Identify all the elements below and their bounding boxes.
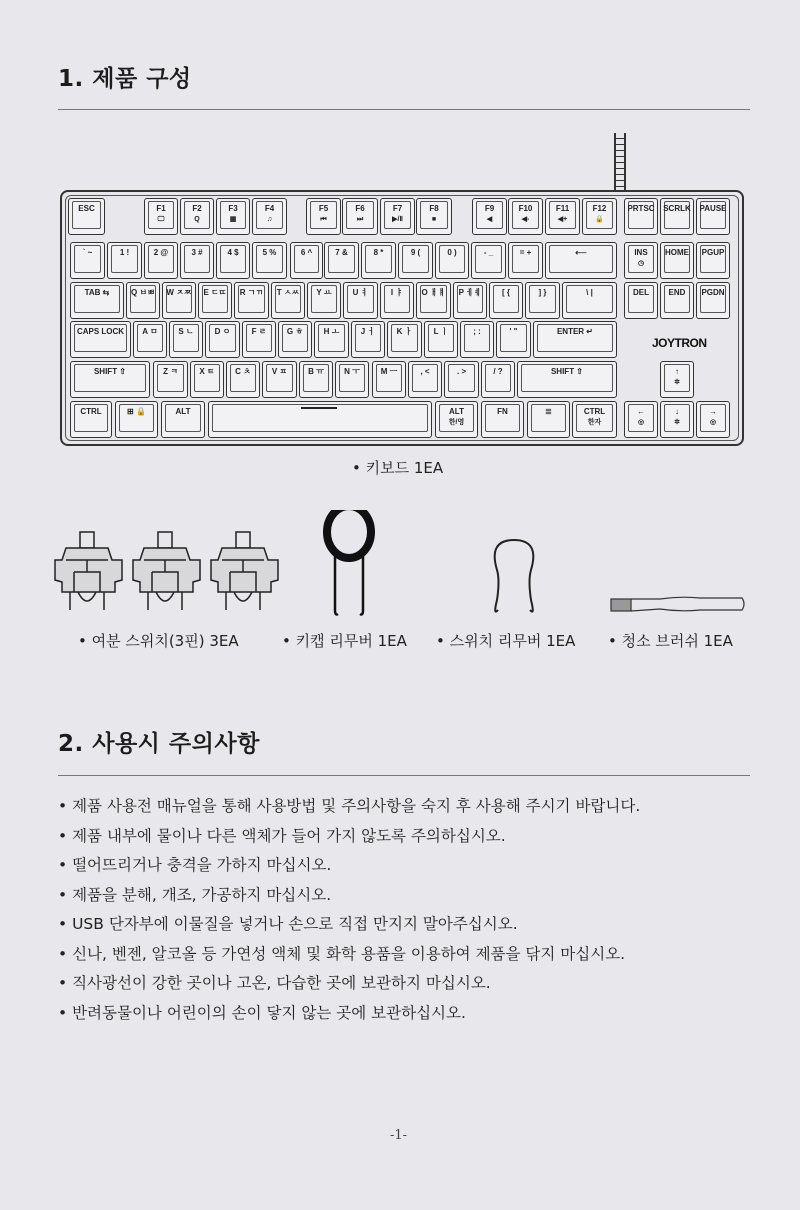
key-m [372, 361, 406, 398]
key-label: ↑ [675, 367, 679, 376]
spare-switches-illustration [55, 532, 278, 610]
key-sublabel: ✲ [674, 379, 680, 386]
key-label: [ { [502, 288, 510, 297]
key-pgdn [696, 282, 730, 319]
key- [408, 361, 442, 398]
key-label: S ㄴ [178, 327, 194, 336]
key- [444, 361, 479, 398]
key-e [198, 282, 232, 319]
key-sublabel: ◀ [486, 216, 493, 223]
key-pause [696, 198, 730, 235]
key-f7 [380, 198, 415, 235]
key-g [278, 321, 312, 358]
key-label: K ㅏ [396, 327, 413, 336]
key-label: 1 ! [119, 248, 130, 257]
key-sublabel: Q [194, 216, 200, 223]
key-f4 [252, 198, 287, 235]
key-3 [180, 242, 214, 279]
key-label: 0 ) [447, 248, 457, 257]
key-label: . > [456, 367, 467, 376]
key-label: SHIFT ⇧ [550, 367, 584, 376]
key-sublabel: ⏭ [356, 216, 364, 223]
key-fn [481, 401, 524, 438]
key-label: - _ [483, 248, 494, 257]
key-tab [70, 282, 124, 319]
keyboard-caption: • 키보드 1EA [352, 459, 444, 477]
key-label: ; : [473, 327, 481, 336]
usb-cable-illustration [614, 133, 626, 191]
key-label: 4 $ [227, 248, 239, 257]
key-f10 [508, 198, 543, 235]
key-label: FN [497, 407, 508, 416]
key-end [660, 282, 694, 319]
key-label: B ㅠ [308, 367, 324, 376]
key- [115, 401, 158, 438]
key-label: PGUP [701, 248, 725, 257]
key-sublabel: ♫ [266, 216, 273, 223]
section2-title: 2. 사용시 주의사항 [58, 731, 260, 757]
key-label: → [709, 407, 717, 416]
key-label: CAPS LOCK [76, 327, 125, 336]
key- [460, 321, 494, 358]
key-label: PRTSC [627, 204, 655, 213]
key- [525, 282, 560, 319]
key-label: 2 @ [153, 248, 169, 257]
key-k [387, 321, 422, 358]
key-label: PAUSE [699, 204, 727, 213]
key-f12 [582, 198, 617, 235]
key-2 [144, 242, 178, 279]
accessory-label-switch-remover: • 스위치 리무버 1EA [436, 632, 576, 650]
key-label: F1 [156, 204, 166, 213]
key- [508, 242, 543, 279]
key-label: 9 ( [410, 248, 421, 257]
key-prtsc [624, 198, 658, 235]
key-label: ≣ [545, 407, 552, 416]
key-l [424, 321, 458, 358]
key-caps-lock [70, 321, 131, 358]
key-label: ' " [509, 327, 518, 336]
caution-item: • 직사광선이 강한 곳이나 고온, 다습한 곳에 보관하지 마십시오. [58, 974, 491, 992]
key-p [453, 282, 487, 319]
key-f3 [216, 198, 250, 235]
key-q [126, 282, 160, 319]
caution-item: • USB 단자부에 이물질을 넣거나 손으로 직접 만지지 말아주십시오. [58, 915, 518, 933]
key-label: V ㅍ [271, 367, 288, 376]
key-label: F5 [318, 204, 329, 213]
key-c [226, 361, 260, 398]
key-sublabel: ■ [431, 216, 437, 223]
key-label: INS [634, 248, 648, 257]
key-f [242, 321, 276, 358]
key-sublabel: ◎ [637, 419, 645, 426]
key-f1 [144, 198, 178, 235]
key-o [416, 282, 451, 319]
key-label: E ㄷㄸ [203, 288, 227, 297]
key-1 [107, 242, 142, 279]
key-9 [398, 242, 433, 279]
key-f6 [342, 198, 378, 235]
accessories-illustration [0, 510, 800, 625]
key-w [162, 282, 196, 319]
key-label: L ㅣ [433, 327, 449, 336]
key-j [351, 321, 385, 358]
accessory-label-brush: • 청소 브러쉬 1EA [608, 632, 733, 650]
key- [70, 242, 105, 279]
key-label: 5 % [262, 248, 277, 257]
key-alt [435, 401, 478, 438]
key-sublabel: ⏮ [320, 216, 327, 223]
key-label: T ㅅㅆ [276, 288, 300, 297]
key- [496, 321, 531, 358]
key-label: SCRLK [663, 204, 691, 213]
divider [58, 775, 750, 776]
spacebar-mark [301, 407, 337, 409]
key-7 [324, 242, 359, 279]
key-8 [361, 242, 396, 279]
key-label: F4 [264, 204, 275, 213]
key-label: G ㅎ [286, 327, 304, 336]
key-label: ⟵ [575, 248, 587, 257]
key-sublabel: ◀+ [557, 216, 568, 223]
key-sublabel: ◀- [521, 216, 530, 223]
key-f9 [472, 198, 507, 235]
key-sublabel: 🖵 [157, 216, 165, 223]
caution-item: • 신나, 벤젠, 알코올 등 가연성 액체 및 화학 용품을 이용하여 제품을 닦지 마십시오. [58, 944, 626, 963]
key-label: PGDN [701, 288, 725, 297]
switch-remover-icon [495, 540, 534, 612]
key-label: SHIFT ⇧ [93, 367, 127, 376]
key-sublabel: 🔒 [595, 216, 604, 223]
key-label: , < [420, 367, 430, 376]
switch-icon [211, 532, 278, 610]
key- [545, 242, 617, 279]
section1-title: 1. 제품 구성 [58, 66, 192, 92]
key-f5 [306, 198, 341, 235]
key-sublabel: 한자 [587, 419, 602, 426]
key-f11 [545, 198, 580, 235]
key-label: C ㅊ [235, 367, 251, 376]
key-label: CTRL [80, 407, 102, 416]
key-label: F12 [592, 204, 607, 213]
key-ctrl [572, 401, 617, 438]
page-number: -1- [390, 1128, 408, 1143]
key-i [380, 282, 414, 319]
key-label: J ㅓ [360, 327, 376, 336]
key-f8 [416, 198, 452, 235]
key-home [660, 242, 694, 279]
key-label: / ? [493, 367, 503, 376]
key-label: Y ㅛ [316, 288, 332, 297]
key-enter [533, 321, 617, 358]
key-t [271, 282, 305, 319]
key-label: ⊞ 🔒 [127, 407, 146, 416]
key-label: X ㅌ [199, 367, 215, 376]
key-label: 7 & [335, 248, 348, 257]
key-label: F2 [192, 204, 202, 213]
key-label: U ㅕ [352, 288, 369, 297]
keycap-remover-icon [327, 510, 371, 615]
key-f2 [180, 198, 214, 235]
key-label: N ㅜ [344, 367, 360, 376]
key-scrlk [660, 198, 694, 235]
key-4 [216, 242, 250, 279]
key-label: ↓ [675, 407, 679, 416]
accessory-label-switches: • 여분 스위치(3핀) 3EA [78, 632, 239, 650]
key-v [262, 361, 297, 398]
key-label: F ㄹ [251, 327, 267, 336]
key-sublabel: ▶/Ⅱ [392, 216, 403, 223]
key- [660, 361, 694, 398]
key-label: Q ㅂㅃ [131, 288, 155, 297]
key-n [335, 361, 369, 398]
key-label: P ㅔㅖ [458, 288, 482, 297]
key-label: ` ~ [82, 248, 93, 257]
key-s [169, 321, 203, 358]
key-label: W ㅈㅉ [166, 288, 192, 297]
key-label: = + [519, 248, 532, 257]
key-sublabel: ◎ [709, 419, 717, 426]
cleaning-brush-icon [611, 597, 744, 611]
key-label: F9 [484, 204, 495, 213]
key-a [133, 321, 167, 358]
key- [481, 361, 515, 398]
key-d [205, 321, 240, 358]
key-label: ESC [78, 204, 95, 213]
key-label: H ㅗ [323, 327, 340, 336]
key-label: \ | [586, 288, 593, 297]
keyboard-illustration [60, 190, 744, 446]
key- [489, 282, 523, 319]
key-h [314, 321, 349, 358]
key-label: CTRL [583, 407, 606, 416]
key- [562, 282, 617, 319]
key-shift [517, 361, 617, 398]
key-label: 8 * [373, 248, 384, 257]
key-y [307, 282, 341, 319]
key- [527, 401, 570, 438]
caution-item: • 반려동물이나 어린이의 손이 닿지 않는 곳에 보관하십시오. [58, 1003, 466, 1022]
key-b [299, 361, 333, 398]
key-6 [290, 242, 323, 279]
key-label: ALT [449, 407, 464, 416]
key-space [208, 401, 432, 438]
key- [471, 242, 506, 279]
key-esc [68, 198, 105, 235]
key-u [343, 282, 378, 319]
key-alt [161, 401, 205, 438]
accessory-label-keycap-remover: • 키캡 리무버 1EA [282, 632, 407, 650]
key-pgup [696, 242, 730, 279]
divider [58, 109, 750, 110]
key-z [153, 361, 188, 398]
key-label: I ㅑ [390, 288, 404, 297]
key-label: TAB ⇆ [84, 288, 110, 297]
key-ctrl [70, 401, 112, 438]
key-shift [70, 361, 150, 398]
key-label: ← [637, 407, 645, 416]
key-label: DEL [633, 288, 649, 297]
key-0 [435, 242, 469, 279]
key- [660, 401, 694, 438]
key-label: O ㅐㅒ [421, 288, 446, 297]
key-sublabel: ▦ [229, 216, 237, 223]
key-label: M ㅡ [380, 367, 398, 376]
switch-icon [133, 532, 200, 610]
key-label: Z ㅋ [163, 367, 178, 376]
key-label: F7 [392, 204, 403, 213]
key-sublabel: ◷ [637, 260, 645, 267]
key-label: END [668, 288, 686, 297]
key-label: ] } [538, 288, 547, 297]
key-r [234, 282, 269, 319]
key-label: HOME [665, 248, 689, 257]
key-label: F11 [555, 204, 570, 213]
caution-item: • 떨어뜨리거나 충격을 가하지 마십시오. [58, 856, 332, 874]
key-del [624, 282, 658, 319]
key-label: R ㄱㄲ [239, 288, 264, 297]
key- [624, 401, 658, 438]
switch-icon [55, 532, 122, 610]
key-sublabel: ✲ [674, 419, 680, 426]
key- [696, 401, 730, 438]
key-ins [624, 242, 658, 279]
key-5 [252, 242, 287, 279]
caution-item: • 제품 내부에 물이나 다른 액체가 들어 가지 않도록 주의하십시오. [58, 826, 506, 845]
brand-logo: JOYTRON [652, 336, 707, 350]
key-label: D ㅇ [214, 327, 231, 336]
key-label: F8 [429, 204, 439, 213]
key-label: F10 [518, 204, 533, 213]
key-x [190, 361, 224, 398]
key-label: ALT [175, 407, 191, 416]
caution-item: • 제품 사용전 매뉴얼을 통해 사용방법 및 주의사항을 숙지 후 사용해 주시기 바랍니다. [58, 797, 641, 815]
caution-item: • 제품을 분해, 개조, 가공하지 마십시오. [58, 885, 332, 904]
key-label: F3 [228, 204, 238, 213]
key-label: ENTER ↵ [556, 327, 594, 336]
key-sublabel: 한/영 [448, 419, 465, 426]
key-label: F6 [355, 204, 365, 213]
key-label: 3 # [191, 248, 203, 257]
key-label: A ㅁ [142, 327, 158, 336]
key-label: 6 ^ [300, 248, 313, 257]
